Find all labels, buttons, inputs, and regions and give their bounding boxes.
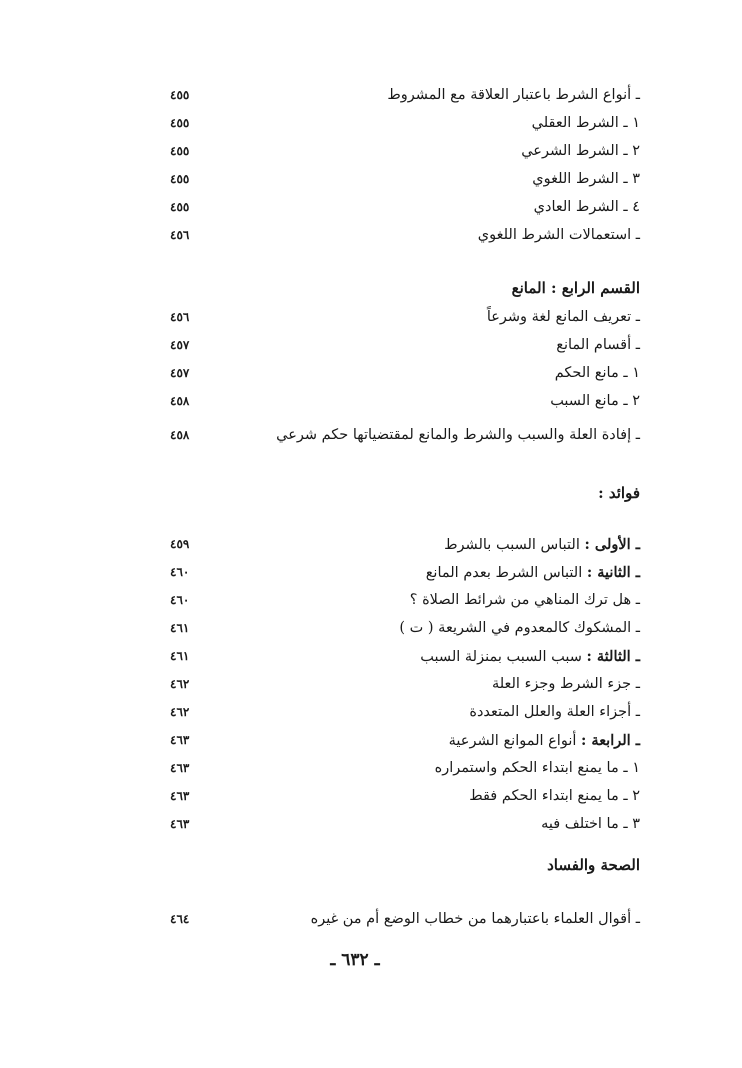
- toc-entry-title: ١ ـ الشرط العقلي: [531, 115, 640, 131]
- toc-entry: [170, 643, 640, 669]
- toc-page-number: ٤٦٢: [170, 677, 190, 691]
- toc-entry-title: ـ استعمالات الشرط اللغوي: [477, 227, 640, 243]
- toc-page-number: ٤٦٣: [170, 733, 190, 747]
- toc-entry-title: ـ أجزاء العلة والعلل المتعددة: [469, 704, 640, 720]
- toc-entry: [170, 304, 640, 330]
- toc-entry-title: [444, 536, 640, 553]
- toc-entry: [170, 531, 640, 557]
- toc-entry: [170, 615, 640, 641]
- toc-entry: [170, 360, 640, 386]
- toc-page-number: ٤٥٦: [170, 310, 190, 324]
- toc-page-number: ٤٥٥: [170, 144, 190, 158]
- toc-entry-title: ـ جزء الشرط وجزء العلة: [491, 676, 640, 692]
- toc-page-number: ٤٦٤: [170, 912, 190, 926]
- toc-entry-title: ٤ ـ الشرط العادي: [533, 199, 640, 215]
- toc-entry: [170, 82, 640, 108]
- toc-page-number: ٤٦٢: [170, 705, 190, 719]
- section-heading: الصحة والفساد: [547, 856, 640, 874]
- toc-entry: [170, 559, 640, 585]
- page-number-footer: ـ ٦٣٢ ـ: [330, 950, 380, 970]
- toc-entry-title: [420, 648, 640, 665]
- toc-entry-title: ٣ ـ ما اختلف فيه: [541, 816, 640, 832]
- toc-entry-text: أنواع الموانع الشرعية: [448, 732, 582, 749]
- toc-entry-title: [426, 564, 640, 581]
- toc-entry-title: ـ هل ترك المناهي من شرائط الصلاة ؟: [409, 592, 640, 608]
- toc-page-number: ٤٥٥: [170, 200, 190, 214]
- toc-entry-label: ـ الثالثة :: [586, 647, 640, 665]
- toc-entry: [170, 388, 640, 414]
- toc-entry-text: التباس السبب بالشرط: [444, 536, 585, 553]
- toc-entry-text: سبب السبب بمنزلة السبب: [420, 648, 587, 665]
- toc-entry-title: ٢ ـ مانع السبب: [550, 393, 640, 409]
- toc-page-number: ٤٥٦: [170, 228, 190, 242]
- toc-page-number: ٤٦٣: [170, 817, 190, 831]
- toc-entry: [170, 194, 640, 220]
- toc-entry-title: ـ أقوال العلماء باعتبارهما من خطاب الوضع أم من غيره: [310, 911, 640, 927]
- toc-page-number: ٤٦٣: [170, 789, 190, 803]
- toc-page-number: ٤٦٣: [170, 761, 190, 775]
- toc-page-number: ٤٥٥: [170, 172, 190, 186]
- toc-entry-title: ـ إفادة العلة والسبب والشرط والمانع لمقتضياتها حكم شرعي: [276, 427, 640, 443]
- toc-entry: [170, 671, 640, 697]
- section-heading: فوائد :: [598, 484, 640, 502]
- toc-page-number: ٤٦١: [170, 649, 190, 663]
- toc-entry: [170, 422, 640, 448]
- toc-page-number: ٤٦٠: [170, 565, 190, 579]
- toc-page-number: ٤٥٥: [170, 116, 190, 130]
- toc-entry-title: ١ ـ ما يمنع ابتداء الحكم واستمراره: [434, 760, 640, 776]
- toc-entry-title: ١ ـ مانع الحكم: [554, 365, 640, 381]
- toc-entry-title: ـ تعريف المانع لغة وشرعاً: [486, 309, 640, 325]
- toc-entry-title: ـ المشكوك كالمعدوم في الشريعة ( ت ): [399, 620, 640, 636]
- toc-entry: [170, 166, 640, 192]
- toc-entry-title: ـ أقسام المانع: [556, 337, 640, 353]
- toc-entry: [170, 727, 640, 753]
- toc-entry: [170, 138, 640, 164]
- toc-page-number: ٤٥٥: [170, 88, 190, 102]
- toc-entry: [170, 587, 640, 613]
- toc-entry-label: ـ الرابعة :: [581, 731, 640, 749]
- toc-entry: [170, 755, 640, 781]
- section-heading: القسم الرابع : المانع: [511, 279, 640, 297]
- toc-page-number: ٤٥٨: [170, 394, 190, 408]
- toc-entry: [170, 222, 640, 248]
- toc-entry-title: [449, 732, 640, 749]
- toc-entry: [170, 110, 640, 136]
- toc-page-number: ٤٥٩: [170, 537, 190, 551]
- toc-entry: [170, 906, 640, 932]
- toc-page-number: ٤٥٨: [170, 428, 190, 442]
- toc-entry-label: ـ الأولى :: [584, 535, 640, 553]
- toc-entry: [170, 699, 640, 725]
- toc-entry-text: التباس الشرط بعدم المانع: [425, 564, 587, 581]
- toc-page-number: ٤٦٠: [170, 593, 190, 607]
- toc-page-number: ٤٦١: [170, 621, 190, 635]
- toc-entry: [170, 811, 640, 837]
- toc-entry-title: ٢ ـ ما يمنع ابتداء الحكم فقط: [469, 788, 640, 804]
- toc-entry-title: ٣ ـ الشرط اللغوي: [532, 171, 640, 187]
- toc-page-number: ٤٥٧: [170, 366, 190, 380]
- toc-entry-title: ٢ ـ الشرط الشرعي: [521, 143, 640, 159]
- toc-entry-title: ـ أنواع الشرط باعتبار العلاقة مع المشروط: [387, 87, 640, 103]
- toc-entry-label: ـ الثانية :: [586, 563, 640, 581]
- toc-entry: [170, 332, 640, 358]
- toc-page-number: ٤٥٧: [170, 338, 190, 352]
- toc-entry: [170, 783, 640, 809]
